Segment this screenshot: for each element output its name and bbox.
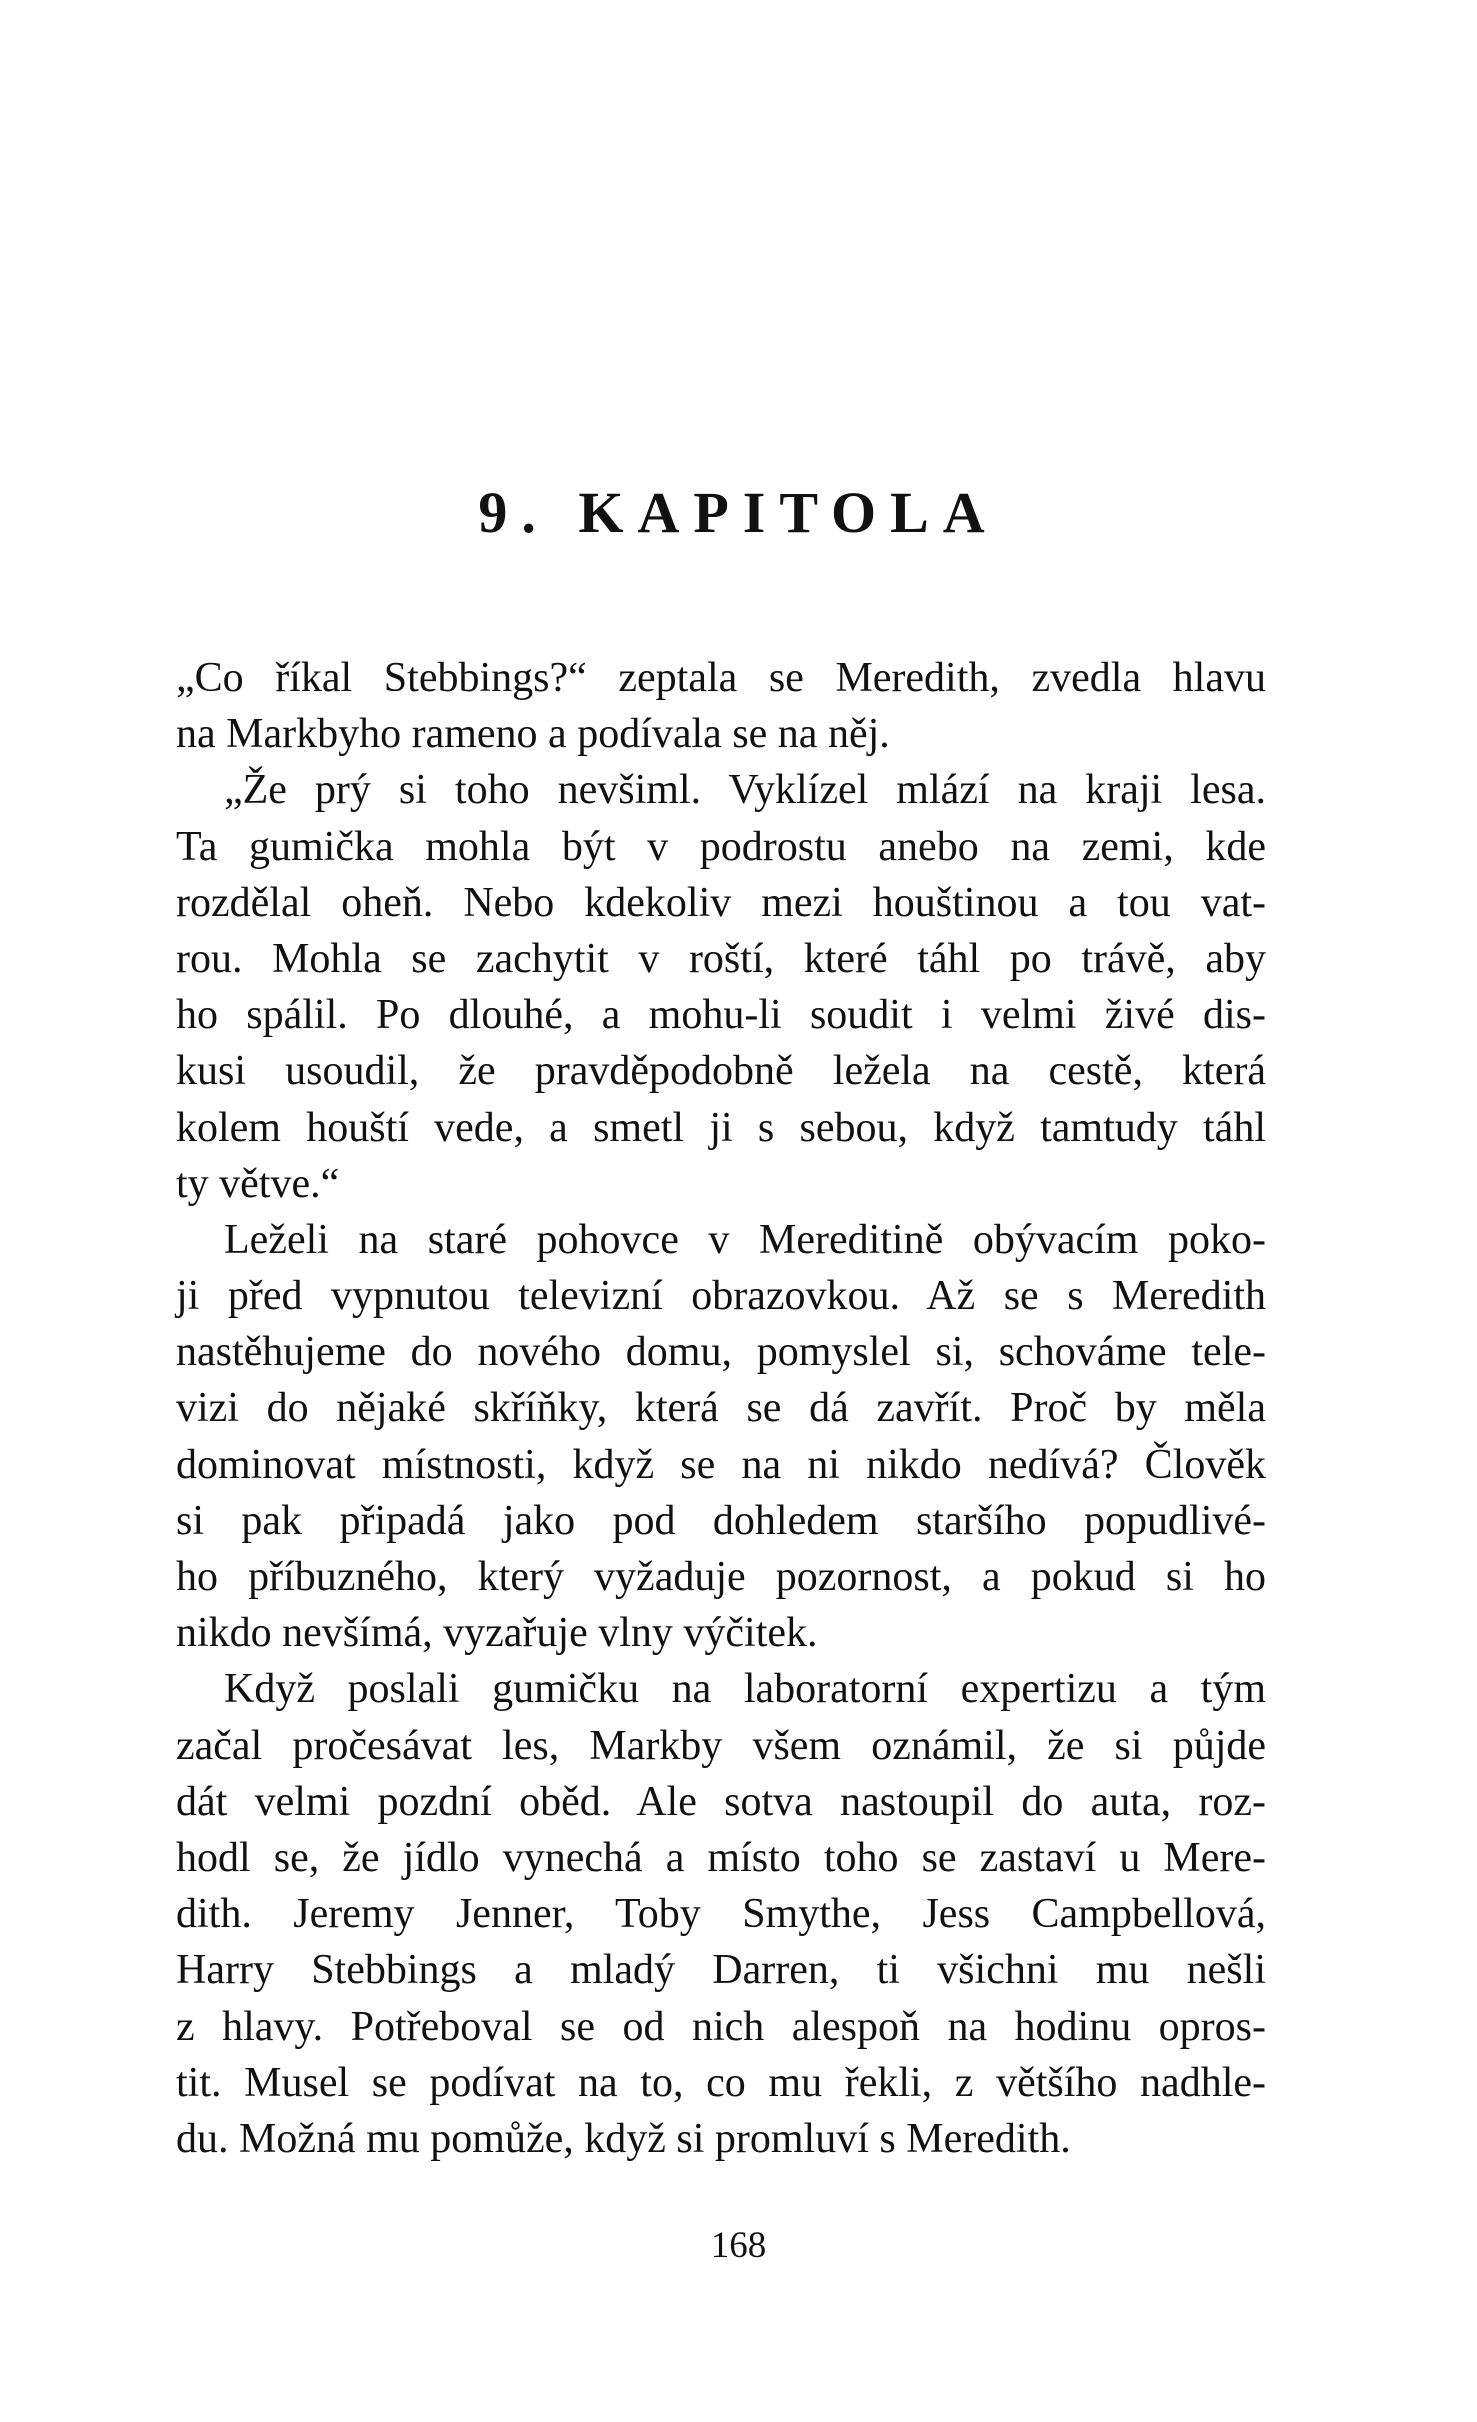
text-line: du. Možná mu pomůže, když si promluví s Meredith. <box>176 2115 1071 2162</box>
text-line: dith. Jeremy Jenner, Toby Smythe, Jess Campbellová, <box>176 1891 1266 1938</box>
text-line: kolem houští vede, a smetl ji s sebou, když tamtudy táhl <box>176 1104 1266 1151</box>
text-line: rou. Mohla se zachytit v roští, které táhl po trávě, aby <box>176 935 1266 982</box>
text-line: ho příbuzného, který vyžaduje pozornost, a pokud si ho <box>176 1554 1266 1600</box>
page-number: 168 <box>710 2225 767 2266</box>
text-line: hodl se, že jídlo vynechá a místo toho se zastaví u Mere- <box>176 1834 1266 1881</box>
text-line: Harry Stebbings a mladý Darren, ti všichni mu nešli <box>176 1947 1266 1994</box>
text-line: nastěhujeme do nového domu, pomyslel si, schováme tele- <box>176 1329 1266 1376</box>
text-line: Když poslali gumičku na laboratorní expertizu a tým <box>224 1666 1266 1713</box>
paragraph <box>176 762 1266 1212</box>
text-line: z hlavy. Potřeboval se od nich alespoň na hodinu opros- <box>176 2003 1266 2050</box>
text-line: dát velmi pozdní oběd. Ale sotva nastoupil do auta, roz- <box>176 1778 1266 1825</box>
text-line: Ta gumička mohla být v podrostu anebo na zemi, kde <box>176 823 1266 870</box>
text-line: „Že prý si toho nevšiml. Vyklízel mlází na kraji lesa. <box>224 767 1266 814</box>
text-line: tit. Musel se podívat na to, co mu řekli, z většího nadhle- <box>176 2059 1266 2106</box>
text-line: začal pročesávat les, Markby všem oznámil, že si půjde <box>176 1722 1266 1769</box>
text-line: ji před vypnutou televizní obrazovkou. Až se s Meredith <box>176 1273 1266 1320</box>
text-line: ho spálil. Po dlouhé, a mohu-li soudit i velmi živé dis- <box>176 992 1266 1039</box>
chapter-title: 9. KAPITOLA <box>478 480 999 545</box>
paragraph <box>176 650 1266 762</box>
text-line: si pak připadá jako pod dohledem staršího popudlivé- <box>176 1497 1266 1544</box>
text-line: nikdo nevšímá, vyzařuje vlny výčitek. <box>176 1610 818 1657</box>
text-line: na Markbyho rameno a podívala se na něj. <box>176 711 890 758</box>
text-line: „Co říkal Stebbings?“ zeptala se Meredith, zvedla hlavu <box>176 655 1266 701</box>
text-line: dominovat místnosti, když se na ni nikdo nedívá? Člověk <box>176 1441 1266 1488</box>
text-line: kusi usoudil, že pravděpodobně ležela na cestě, která <box>176 1048 1266 1095</box>
text-line: rozdělal oheň. Nebo kdekoliv mezi houštinou a tou vat- <box>176 879 1266 926</box>
text-line: ty větve.“ <box>176 1160 340 1207</box>
body-text <box>176 650 1266 2167</box>
paragraph <box>176 1661 1266 2167</box>
text-line: vizi do nějaké skříňky, která se dá zavřít. Proč by měla <box>176 1385 1266 1432</box>
text-line: Leželi na staré pohovce v Mereditině obývacím poko- <box>224 1216 1266 1263</box>
paragraph <box>176 1212 1266 1662</box>
